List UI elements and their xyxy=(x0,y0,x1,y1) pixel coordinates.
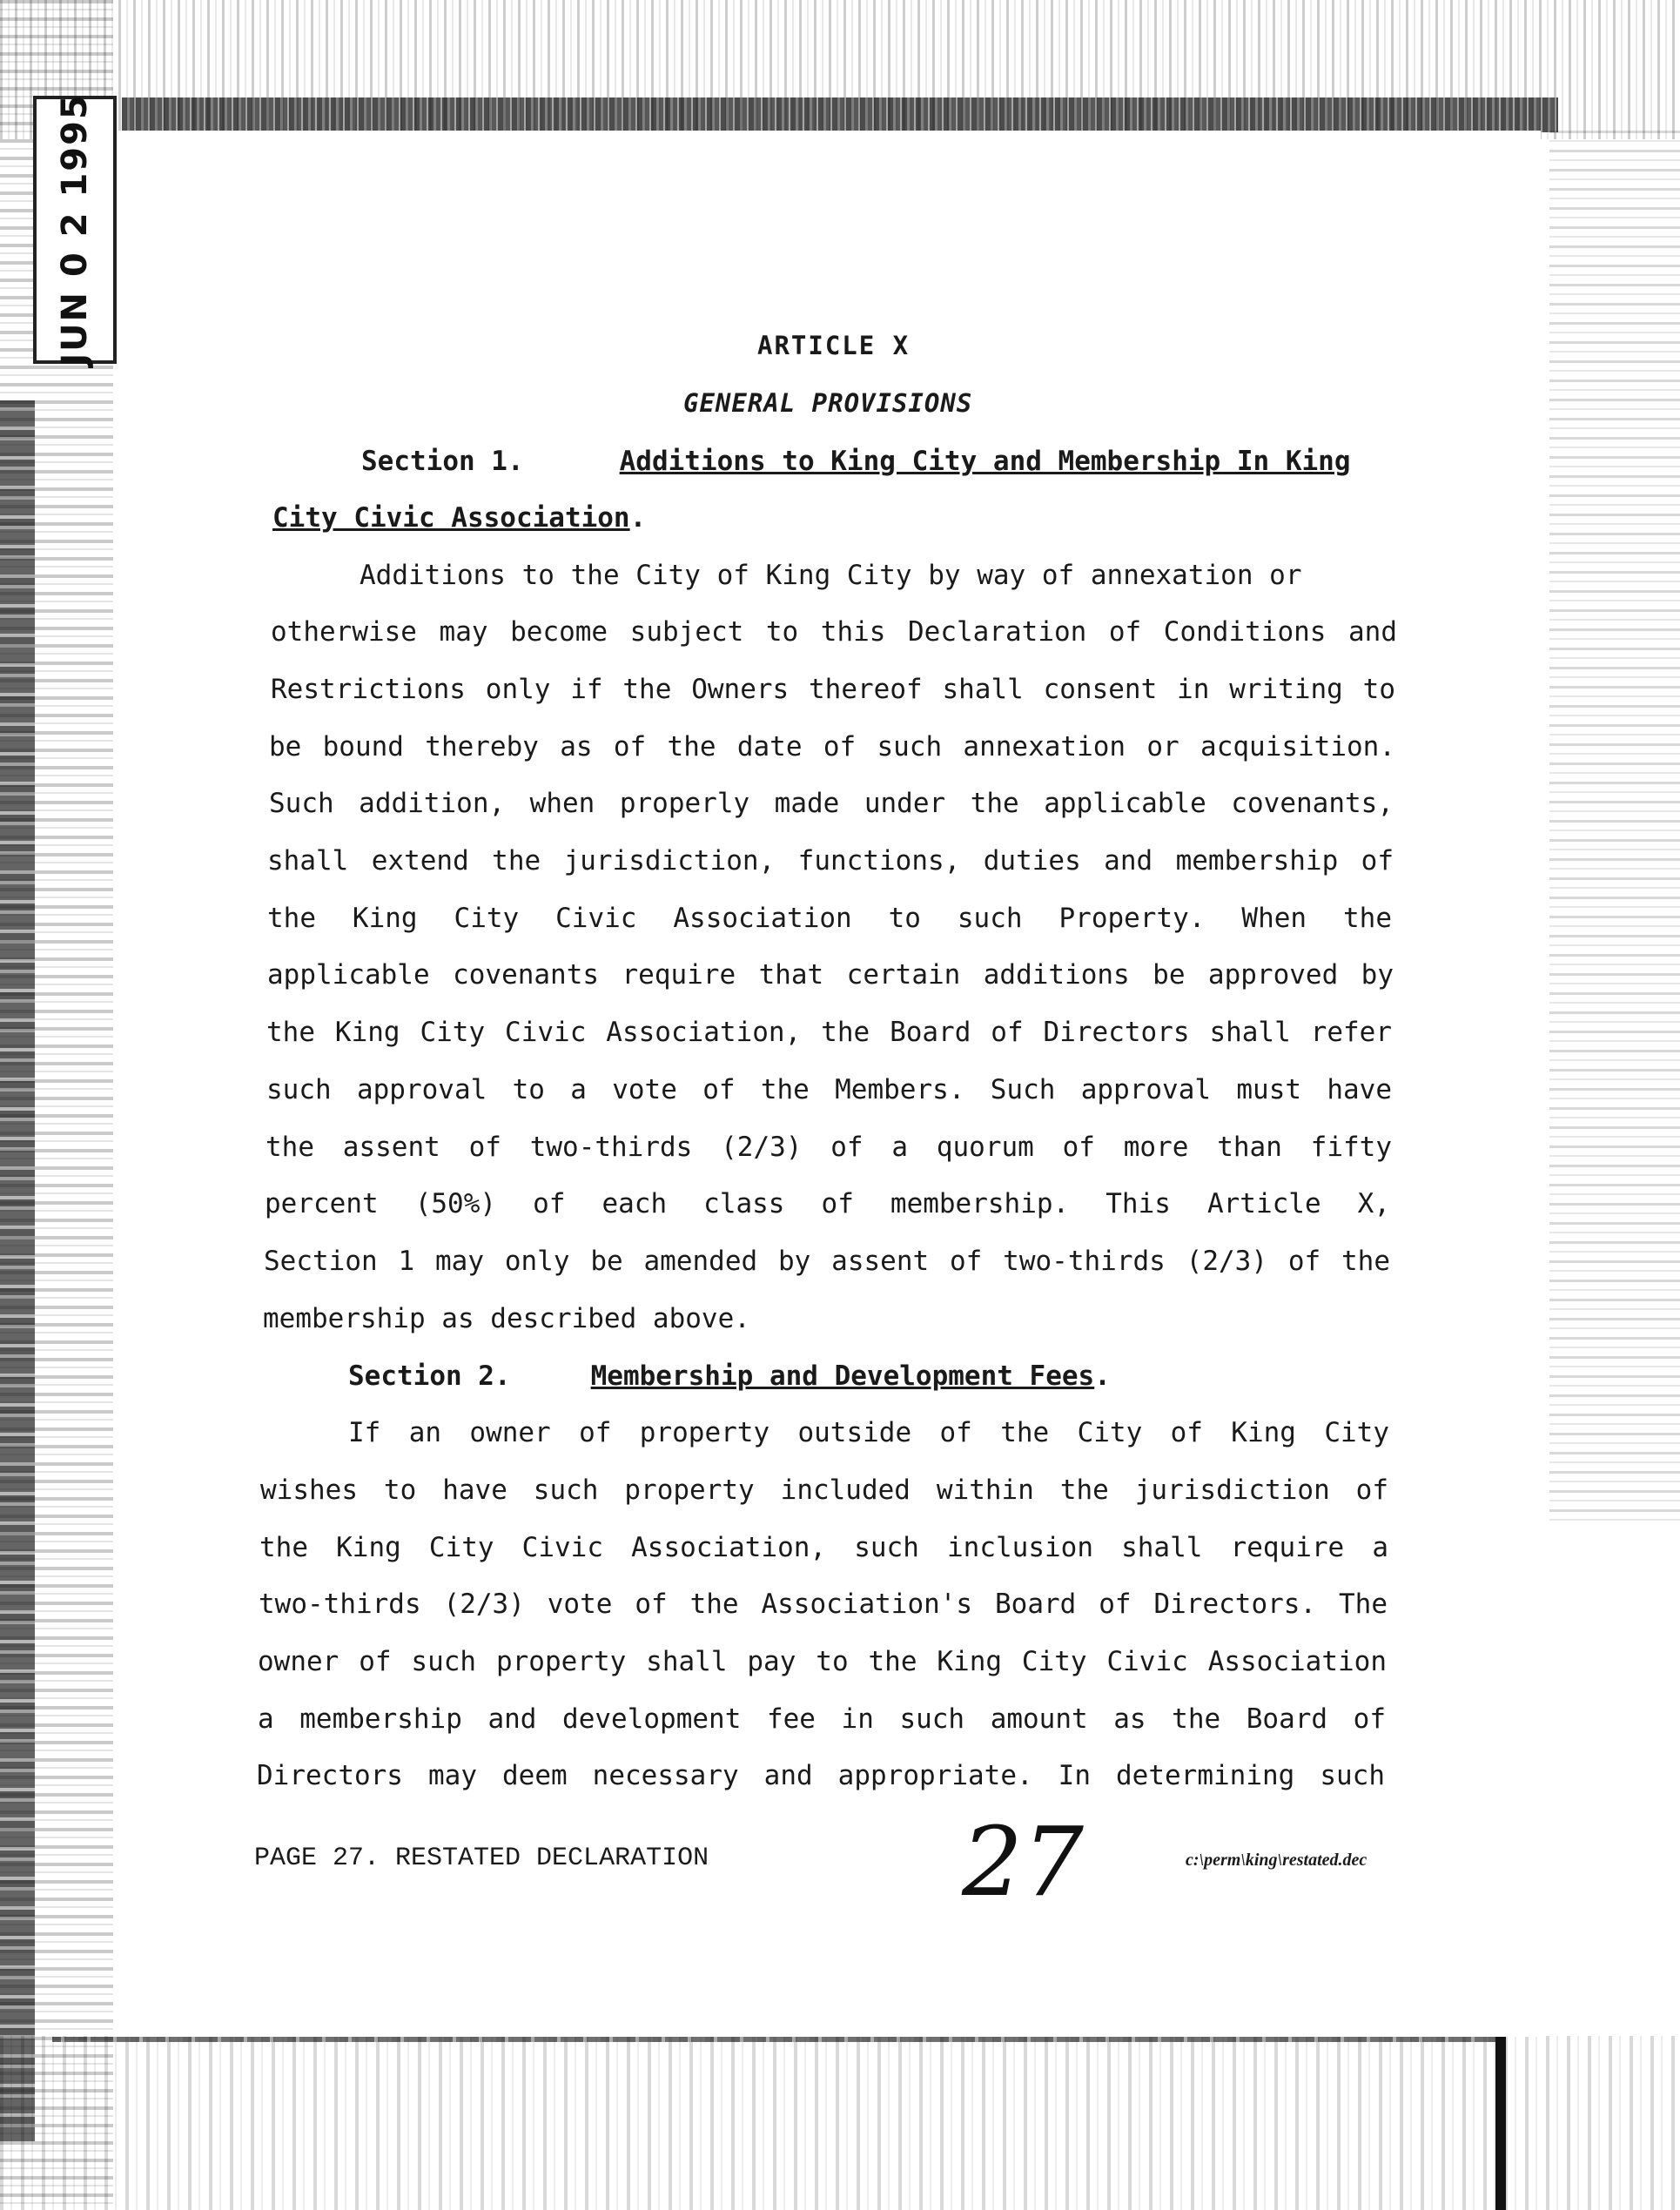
section-2-line: the King City Civic Association, such inclusion shall require a xyxy=(259,1532,1388,1563)
section-2-line: Directors may deem necessary and appropriate. In determining such xyxy=(257,1760,1385,1791)
scan-noise-right-bar xyxy=(1495,2037,1506,2210)
section-1-line: such approval to a vote of the Members. Such approval must have xyxy=(266,1074,1392,1105)
date-stamp-text: JUN 0 2 1995 xyxy=(55,93,95,366)
date-stamp xyxy=(33,93,117,366)
scan-noise-bottom xyxy=(0,2036,1680,2210)
section-2-line: two-thirds (2/3) vote of the Association's Board of Directors. The xyxy=(259,1589,1388,1620)
section-2-line: owner of such property shall pay to the King City Civic Association xyxy=(258,1646,1387,1677)
scan-noise-left-bar xyxy=(0,400,35,2141)
scan-noise-bottom-line xyxy=(52,2037,1506,2042)
section-2-title-end: . xyxy=(1094,1360,1111,1392)
section-1-title-end: . xyxy=(629,502,647,534)
section-1-label: Section 1. xyxy=(361,446,524,477)
handwritten-page-number: 27 xyxy=(962,1806,1084,1918)
section-1-heading xyxy=(361,446,1351,477)
section-1-line: shall extend the jurisdiction, functions, duties and membership of xyxy=(267,845,1394,877)
file-path: c:\perm\king\restated.dec xyxy=(1186,1851,1368,1870)
section-1-line: applicable covenants require that certain additions be approved by xyxy=(267,959,1394,991)
section-1-heading-cont xyxy=(272,502,646,534)
section-2-line: wishes to have such property included within the jurisdiction of xyxy=(260,1474,1388,1506)
scan-noise-top-bar xyxy=(122,97,1558,132)
page-footer-label: PAGE 27. RESTATED DECLARATION xyxy=(254,1844,709,1873)
scan-noise-right xyxy=(1549,131,1680,1523)
section-1-line: Section 1 may only be amended by assent of two-thirds (2/3) of the xyxy=(264,1246,1390,1277)
article-number: ARTICLE X xyxy=(757,331,911,360)
section-1-line: Such addition, when properly made under the applicable covenants, xyxy=(269,788,1394,819)
article-title: GENERAL PROVISIONS xyxy=(683,388,973,418)
section-1-line: be bound thereby as of the date of such annexation or acquisition. xyxy=(269,731,1395,762)
section-1-line: membership as described above. xyxy=(263,1303,750,1334)
section-1-title-part2: City Civic Association xyxy=(272,502,630,534)
section-2-heading xyxy=(348,1360,1111,1392)
section-1-line: otherwise may become subject to this Declaration of Conditions and xyxy=(271,616,1397,648)
section-1-line: percent (50%) of each class of membership. This Article X, xyxy=(265,1188,1390,1219)
section-1-line: the assent of two-thirds (2/3) of a quorum of more than fifty xyxy=(265,1132,1392,1163)
section-1-line: the King City Civic Association to such Property. When the xyxy=(267,903,1392,934)
section-2-line: If an owner of property outside of the City of King City xyxy=(348,1417,1389,1448)
section-2-label: Section 2. xyxy=(348,1360,511,1392)
section-2-title: Membership and Development Fees xyxy=(590,1360,1095,1392)
section-1-line: the King City Civic Association, the Board of Directors shall refer xyxy=(266,1017,1392,1048)
section-1-title-part1: Additions to King City and Membership In King xyxy=(619,446,1351,477)
section-1-line: Restrictions only if the Owners thereof shall consent in writing to xyxy=(271,674,1395,705)
section-2-line: a membership and development fee in such amount as the Board of xyxy=(258,1703,1386,1735)
section-1-line: Additions to the City of King City by way of annexation or xyxy=(360,560,1302,591)
